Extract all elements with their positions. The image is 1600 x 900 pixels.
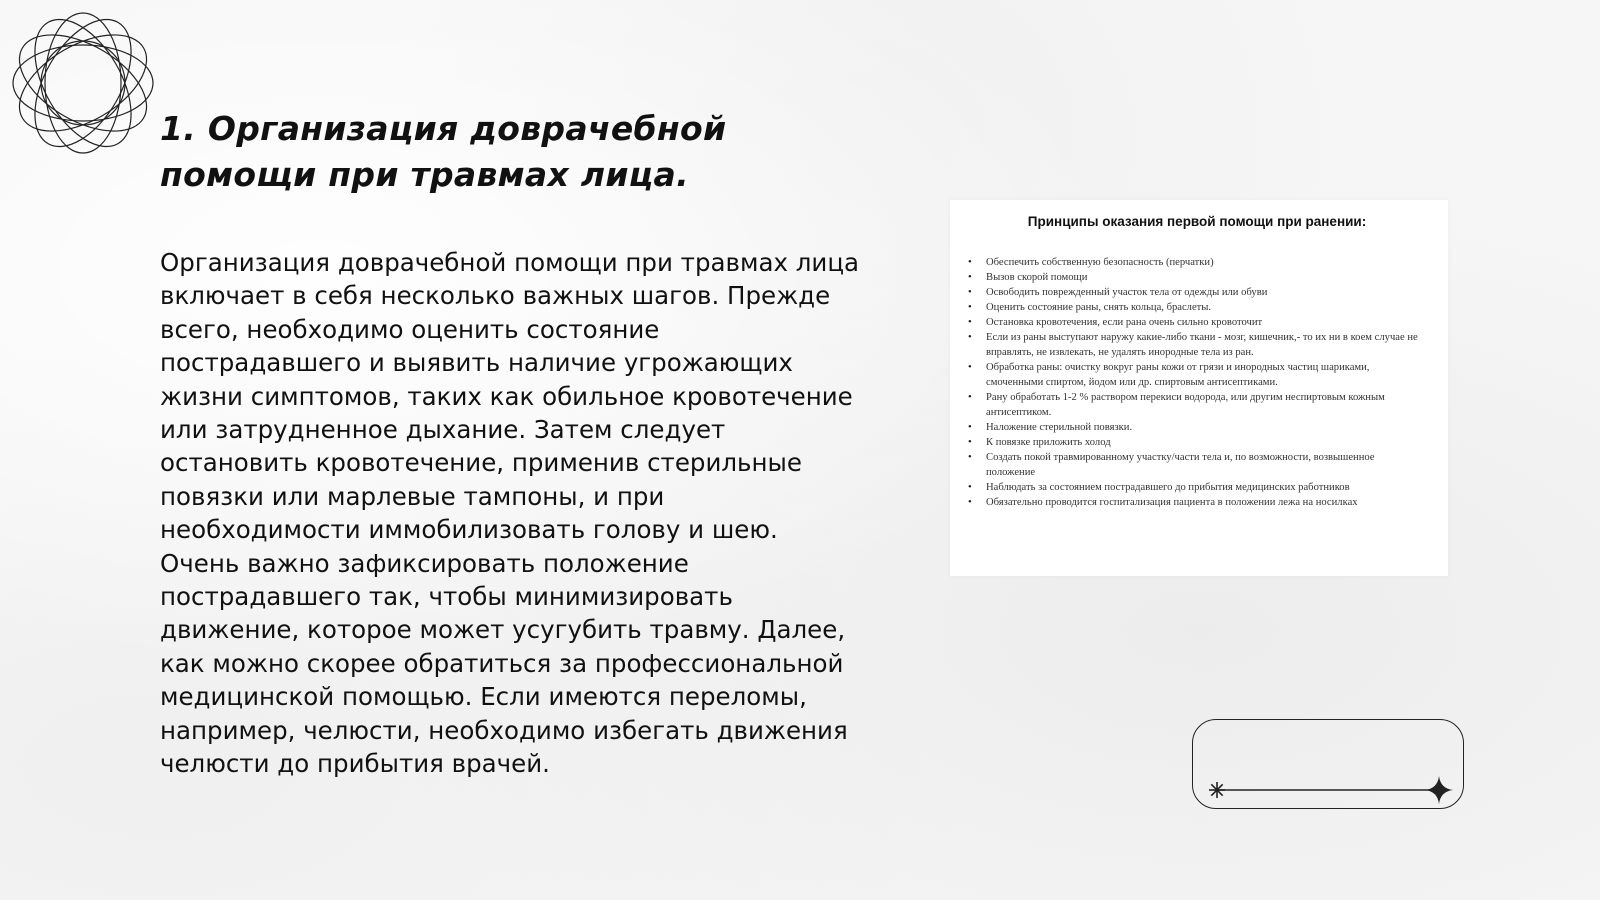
list-item: • Если из раны выступают наружу какие-либо ткани - мозг, кишечник,- то их ни в коем случае не вправлять, не извлекать, не удалять инородные тела из ран. [986,330,1426,360]
decorative-frame [1192,719,1464,809]
list-item: • К повязке приложить холод [986,435,1426,450]
spirograph-rings-icon [8,8,158,158]
first-aid-principles-document [950,200,1448,576]
list-item: • Обеспечить собственную безопасность (перчатки) [986,255,1426,270]
list-item: • Обработка раны: очистку вокруг раны кожи от грязи и инородных частиц шариками, смоченными спиртом, йодом или др. спиртовым антисептиками. [986,360,1426,390]
list-item: • Вызов скорой помощи [986,270,1426,285]
list-item: • Рану обработать 1-2 % раствором перекиси водорода, или другим неспиртовым кожным антисептиком. [986,390,1426,420]
asterisk-star-icon [1209,782,1225,798]
decorative-line [1193,720,1465,810]
list-item: • Обязательно проводится госпитализация пациента в положении лежа на носилках [986,495,1426,510]
sparkle-star-icon [1425,776,1453,804]
list-item: • Остановка кровотечения, если рана очень сильно кровоточит [986,315,1426,330]
slide-title: 1. Организация доврачебной помощи при травмах лица. [160,109,727,194]
list-item: • Наблюдать за состоянием пострадавшего до прибытия медицинских работников [986,480,1426,495]
slide-body-text: Организация доврачебной помощи при травмах лица включает в себя несколько важных шагов. Прежде всего, необходимо оценить состояние пострадавшего и выявить наличие угрожающих жизни симптомов, таких как обильное кровотечение или затрудненное дыхание. Затем следует остановить кровотечение, применив стерильные повязки или марлевые тампоны, и при необходимости иммобилизовать голову и шею. Очень важно зафиксировать положение пострадавшего так, чтобы минимизировать движение, которое может усугубить травму. Далее, как можно скорее обратиться за профессиональной медицинской помощью. Если имеются переломы, например, челюсти, необходимо избегать движения челюсти до прибытия врачей. [160,248,860,779]
list-item: • Создать покой травмированному участку/части тела и, по возможности, возвышенное положение [986,450,1426,480]
document-list [968,255,1426,510]
document-heading: Принципы оказания первой помощи при ранении: [1027,214,1367,229]
list-item: • Оценить состояние раны, снять кольца, браслеты. [986,300,1426,315]
list-item: • Наложение стерильной повязки. [986,420,1426,435]
list-item: • Освободить поврежденный участок тела от одежды или обуви [986,285,1426,300]
